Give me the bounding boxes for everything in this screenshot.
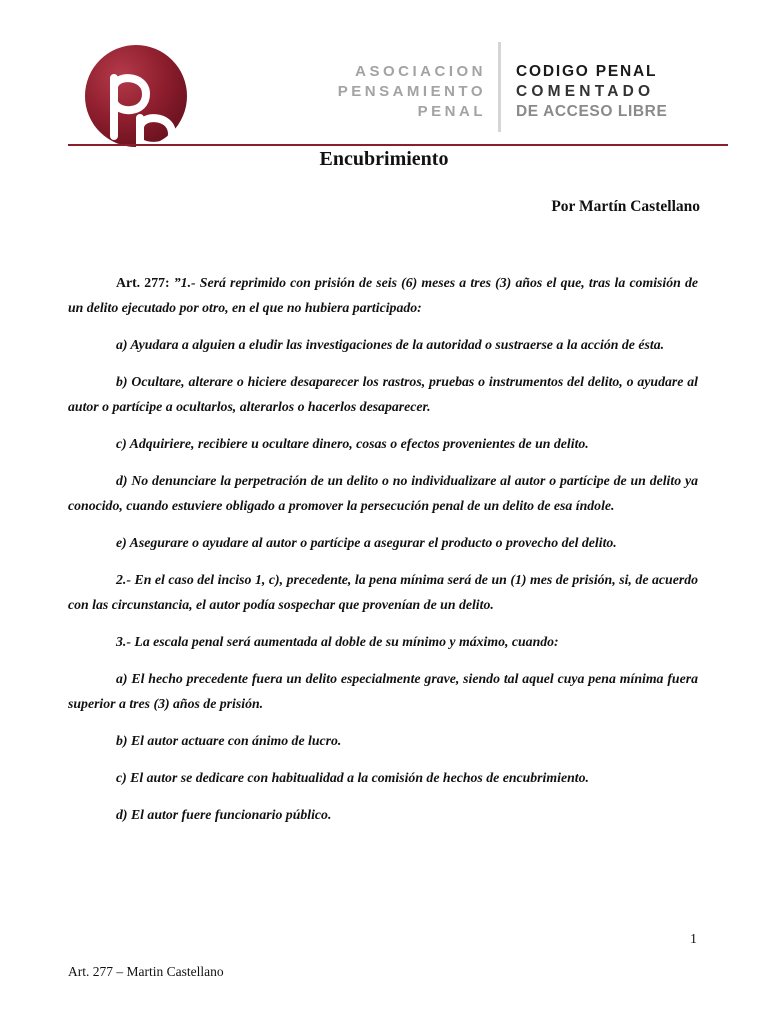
association-name — [250, 62, 486, 122]
section-3-a: a) El hecho precedente fuera un delito especialmente grave, siendo tal aquel cuya pena mínima fuera superior a tres (3) años de prisión. — [68, 671, 698, 711]
article-label: Art. 277: — [116, 275, 174, 290]
clause-b: b) Ocultare, alterare o hiciere desaparecer los rastros, pruebas o instrumentos del delito, o ayudare al autor o partícipe a ocultarlos, alterarlos o hacerlos desaparecer. — [68, 374, 698, 414]
assoc-line-3: PENAL — [417, 103, 486, 120]
assoc-line-1: ASOCIACION — [355, 63, 486, 80]
codigo-line-2: COMENTADO — [516, 83, 655, 100]
article-intro — [68, 270, 698, 320]
section-3-d: d) El autor fuere funcionario público. — [116, 807, 332, 822]
clause-e: e) Asegurare o ayudare al autor o partícipe a asegurar el producto o provecho del delito. — [116, 535, 617, 550]
clause-d: d) No denunciare la perpetración de un delito o no individualizare al autor o partícipe de un delito ya conocido, cuando estuviere obligado a promover la persecución penal de un delito de esa índole. — [68, 473, 698, 513]
page-footer: Art. 277 – Martin Castellano — [68, 964, 224, 979]
page-header — [0, 0, 768, 150]
codigo-line-1: CODIGO PENAL — [516, 63, 658, 80]
page-number: 1 — [690, 932, 697, 947]
codigo-line-3: DE ACCESO LIBRE — [516, 103, 668, 120]
section-3-c: c) El autor se dedicare con habitualidad a la comisión de hechos de encubrimiento. — [116, 770, 589, 785]
article-text: ”1.- Será reprimido con prisión de seis (6) meses a tres (3) años el que, tras la comisión de un delito ejecutado por otro, en el que no hubiera participado: — [68, 275, 698, 315]
section-3-b: b) El autor actuare con ánimo de lucro. — [116, 733, 342, 748]
publication-name — [516, 62, 716, 122]
document-title: Encubrimiento — [319, 148, 449, 170]
header-divider — [498, 42, 501, 132]
clause-a: a) Ayudara a alguien a eludir las investigaciones de la autoridad o sustraerse a la acción de ésta. — [116, 337, 665, 352]
section-3: 3.- La escala penal será aumentada al doble de su mínimo y máximo, cuando: — [116, 634, 559, 649]
assoc-line-2: PENSAMIENTO — [337, 83, 486, 100]
section-2: 2.- En el caso del inciso 1, c), precedente, la pena mínima será de un (1) mes de prisión, si, de acuerdo con las circunstancia, el autor podía sospechar que provenían de un delito. — [68, 572, 698, 612]
app-logo-circle — [84, 44, 188, 148]
clause-c: c) Adquiriere, recibiere u ocultare dinero, cosas o efectos provenientes de un delito. — [116, 436, 589, 451]
document-author: Por Martín Castellano — [551, 198, 700, 215]
header-rule — [68, 144, 728, 146]
document-body — [68, 270, 698, 839]
